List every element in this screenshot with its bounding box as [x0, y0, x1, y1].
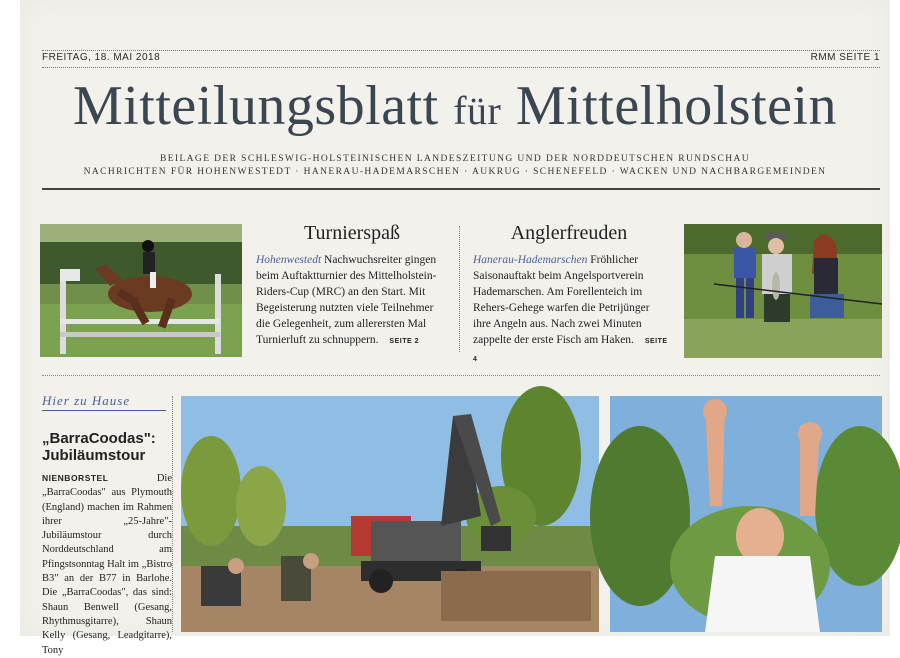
excavator-photo — [181, 396, 599, 632]
horse-jump-photo — [40, 224, 242, 357]
subtitle-line-1: BEILAGE DER SCHLESWIG-HOLSTEINISCHEN LANDESZEITUNG UND DER NORDDEUTSCHEN RUNDSCHAU — [159, 154, 751, 164]
section-separator — [42, 375, 880, 376]
teaser-divider — [459, 226, 460, 352]
masthead-rule — [42, 188, 880, 190]
teaser-1-headline: Turnierspaß — [304, 222, 400, 244]
teaser-1-text — [256, 252, 448, 350]
column-divider — [172, 396, 173, 632]
teaser-2-body: Fröhlicher Saisonauftakt beim Angelsportverein Hademarschen. Am Forellenteich im Rehers-Gehege warfen die Petrijünger ihre Angeln aus. Nach zwei Minuten zappelte der erste Fisch am Haken. — [473, 254, 650, 346]
story-text: Die „BarraCoodas" aus Plymouth (England) machen im Rahmen ihrer „25-Jahre"-Jubiläumstour durch Norddeutschland am Pfingstsonntag Halt im „Bistro B3" an der B77 in Barlohe. Die „BarraCoodas", das sind: Shaun Benwell (Gesang, Rhythmusgitarre), Shaun Kelly (Gesang, Leadgitarre), Tony — [42, 473, 172, 656]
teaser-2-headline: Anglerfreuden — [510, 222, 628, 244]
section-underline — [42, 410, 166, 411]
teaser-1-location: Hohenwestedt — [256, 254, 322, 266]
masthead-title — [20, 70, 890, 147]
teaser-2-text — [473, 252, 669, 368]
teaser-2-page-ref[interactable]: SEITE 4 — [473, 338, 668, 363]
newspaper-page — [20, 0, 890, 656]
issue-date: FREITAG, 18. MAI 2018 — [42, 52, 161, 63]
story-place: NIENBORSTEL — [42, 473, 109, 483]
masthead-word-3: Mittelholstein — [515, 75, 838, 137]
anglers-photo — [684, 224, 882, 358]
story-body — [42, 471, 172, 658]
cheering-man-photo — [610, 396, 882, 632]
teaser-2-location: Hanerau-Hademarschen — [473, 254, 588, 266]
subtitle-line-2: NACHRICHTEN FÜR HOHENWESTEDT · HANERAU-HADEMARSCHEN · AUKRUG · SCHENEFELD · WACKEN UND NACHBARGEMEINDEN — [83, 167, 827, 177]
story-title: „BarraCoodas": Jubiläumstour — [42, 430, 156, 464]
page-number: RMM SEITE 1 — [810, 52, 880, 63]
section-label: Hier zu Hause — [42, 393, 131, 408]
top-bar — [42, 50, 880, 68]
masthead-word-1: Mitteilungsblatt — [72, 75, 439, 137]
teaser-1-page-ref[interactable]: SEITE 2 — [389, 338, 419, 345]
teaser-1-body: Nachwuchsreiter gingen beim Auftaktturnier des Mittelholstein-Riders-Cup (MRC) an den Start. Mit Begeisterung nutzten viele Teilnehmer die Gelegenheit, zum allerersten Mal Turnierluft zu schnuppern. — [256, 254, 437, 346]
masthead-word-2: für — [453, 88, 502, 133]
